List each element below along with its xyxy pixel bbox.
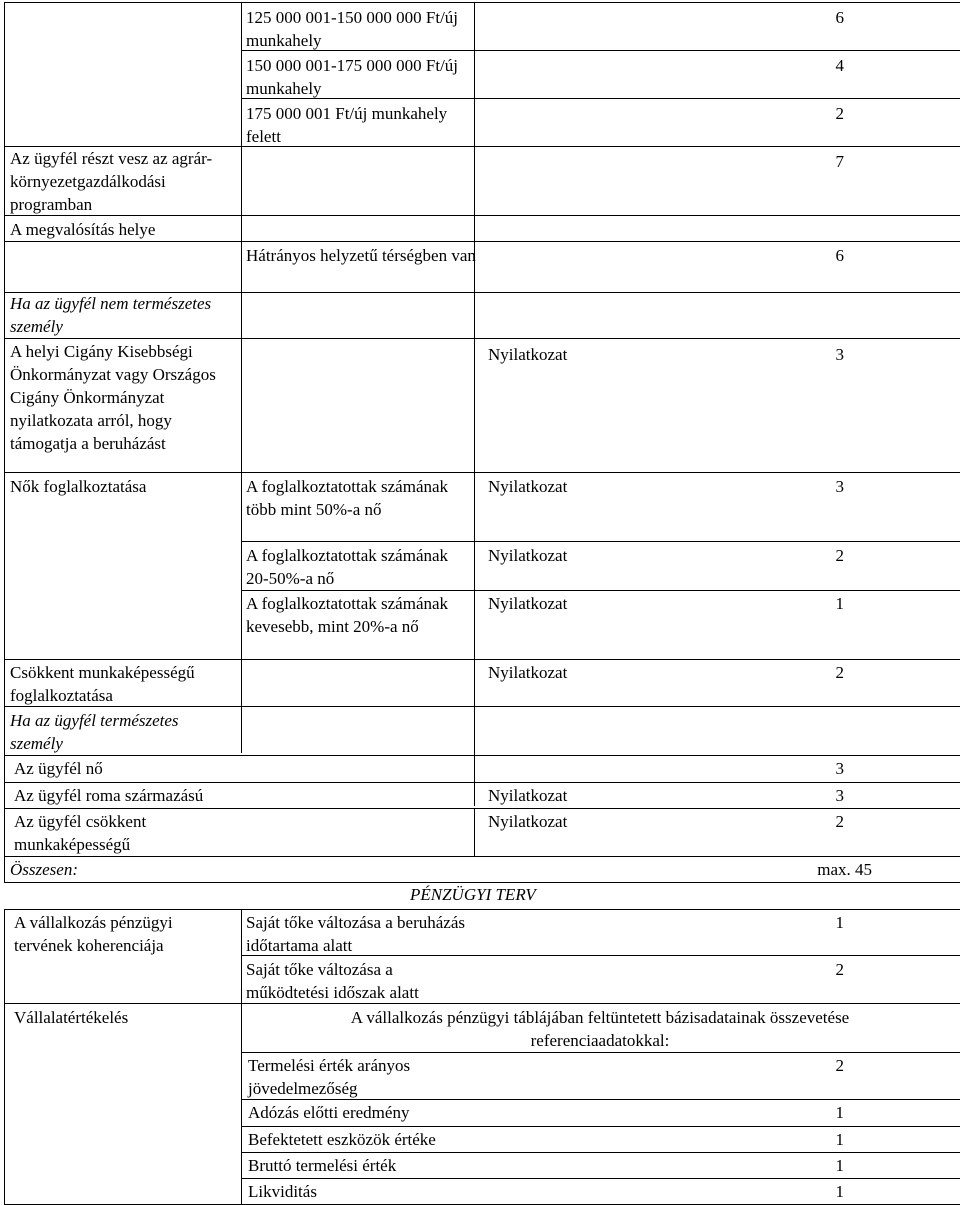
score-cell: 4	[835, 56, 844, 75]
score-cell: 7	[835, 152, 844, 171]
agri-env-label: Az ügyfél részt vesz az agrár-környezetgazdálkodási programban	[10, 149, 213, 214]
row-divider	[241, 590, 960, 591]
score-cell: 2	[835, 663, 844, 682]
row-divider	[241, 1178, 960, 1179]
score-cell: 2	[835, 104, 844, 123]
location-label: A megvalósítás helye	[10, 220, 156, 239]
proof-cell: Nyilatkozat	[488, 812, 568, 831]
score-cell: 1	[835, 1103, 844, 1122]
score-cell: 1	[835, 1182, 844, 1201]
table-border-left	[4, 2, 5, 882]
score-cell: 3	[835, 477, 844, 496]
valuation-criterion-label: Likviditás	[248, 1182, 317, 1201]
row-divider	[241, 1052, 960, 1053]
score-cell: 1	[835, 913, 844, 932]
row-divider	[4, 808, 960, 809]
score-cell: 3	[835, 345, 844, 364]
proof-cell: Nyilatkozat	[488, 786, 568, 805]
investment-band-label: 175 000 001 Ft/új munkahely felett	[246, 104, 448, 146]
valuation-criterion-label: Adózás előtti eredmény	[248, 1103, 410, 1122]
total-value: max. 45	[817, 860, 872, 879]
row-divider	[241, 1126, 960, 1127]
score-cell: 6	[835, 8, 844, 27]
score-cell: 6	[835, 246, 844, 265]
column-divider	[474, 808, 475, 856]
score-cell: 1	[835, 594, 844, 613]
financial-plan-heading: PÉNZÜGYI TERV	[410, 885, 536, 904]
coherence-criterion-label: Saját tőke változása a beruházás időtartama alatt	[246, 913, 466, 955]
score-cell: 2	[835, 960, 844, 979]
proof-cell: Nyilatkozat	[488, 546, 568, 565]
row-divider	[241, 541, 960, 542]
valuation-criterion-label: Bruttó termelési érték	[248, 1156, 397, 1175]
score-cell: 3	[835, 786, 844, 805]
coherence-label: A vállalkozás pénzügyi tervének koherenciája	[14, 913, 173, 955]
row-divider	[4, 1003, 960, 1004]
disabled-employment-label: Csökkent munkaképességű foglalkoztatása	[10, 663, 195, 705]
valuation-label: Vállalatértékelés	[14, 1008, 129, 1027]
row-divider	[241, 1152, 960, 1153]
row-divider	[4, 856, 960, 857]
valuation-intro: A vállalkozás pénzügyi táblájában feltüntetett bázisadatainak összevetése referenciaadatokkal:	[350, 1008, 850, 1050]
score-cell: 2	[835, 546, 844, 565]
score-cell: 2	[835, 812, 844, 831]
row-divider	[4, 755, 960, 756]
proof-cell: Nyilatkozat	[488, 477, 568, 496]
women-band-label: A foglalkoztatottak számának 20-50%-a nő	[246, 546, 449, 588]
column-divider	[241, 909, 242, 1205]
total-label: Összesen:	[10, 860, 78, 879]
score-cell: 3	[835, 759, 844, 778]
roma-gov-label: A helyi Cigány Kisebbségi Önkormányzat vagy Országos Cigány Önkormányzat nyilatkozata arról, hogy támogatja a beruházást	[10, 342, 216, 453]
women-band-label: A foglalkoztatottak számának több mint 50%-a nő	[246, 477, 449, 519]
column-divider	[241, 146, 242, 753]
investment-band-label: 125 000 001-150 000 000 Ft/új munkahely	[246, 8, 459, 50]
location-sub-label: Hátrányos helyzetű térségben van	[246, 246, 476, 265]
valuation-criterion-label: Termelési érték arányos jövedelmezőség	[248, 1056, 411, 1098]
client-roma-label: Az ügyfél roma származású	[14, 786, 204, 805]
row-divider	[4, 338, 960, 339]
investment-band-label: 150 000 001-175 000 000 Ft/új munkahely	[246, 56, 459, 98]
women-employment-label: Nők foglalkoztatása	[10, 477, 147, 496]
row-divider	[4, 241, 960, 242]
score-cell: 1	[835, 1130, 844, 1149]
proof-cell: Nyilatkozat	[488, 345, 568, 364]
women-band-label: A foglalkoztatottak számának kevesebb, mint 20%-a nő	[246, 594, 449, 636]
table-border-top	[4, 2, 960, 3]
proof-cell: Nyilatkozat	[488, 594, 568, 613]
coherence-criterion-label: Saját tőke változása a működtetési időszak alatt	[246, 960, 419, 1002]
column-divider	[241, 2, 242, 148]
row-divider	[4, 909, 960, 910]
client-disabled-label: Az ügyfél csökkent munkaképességű	[14, 812, 147, 854]
natural-person-heading: Ha az ügyfél természetes személy	[10, 711, 179, 753]
proof-cell: Nyilatkozat	[488, 663, 568, 682]
valuation-criterion-label: Befektetett eszközök értéke	[248, 1130, 436, 1149]
row-divider	[4, 472, 960, 473]
client-woman-label: Az ügyfél nő	[14, 759, 103, 778]
non-natural-person-heading: Ha az ügyfél nem természetes személy	[10, 294, 212, 336]
score-cell: 2	[835, 1056, 844, 1075]
score-cell: 1	[835, 1156, 844, 1175]
row-divider	[4, 782, 960, 783]
row-divider	[4, 659, 960, 660]
table-border-left	[4, 909, 5, 1205]
